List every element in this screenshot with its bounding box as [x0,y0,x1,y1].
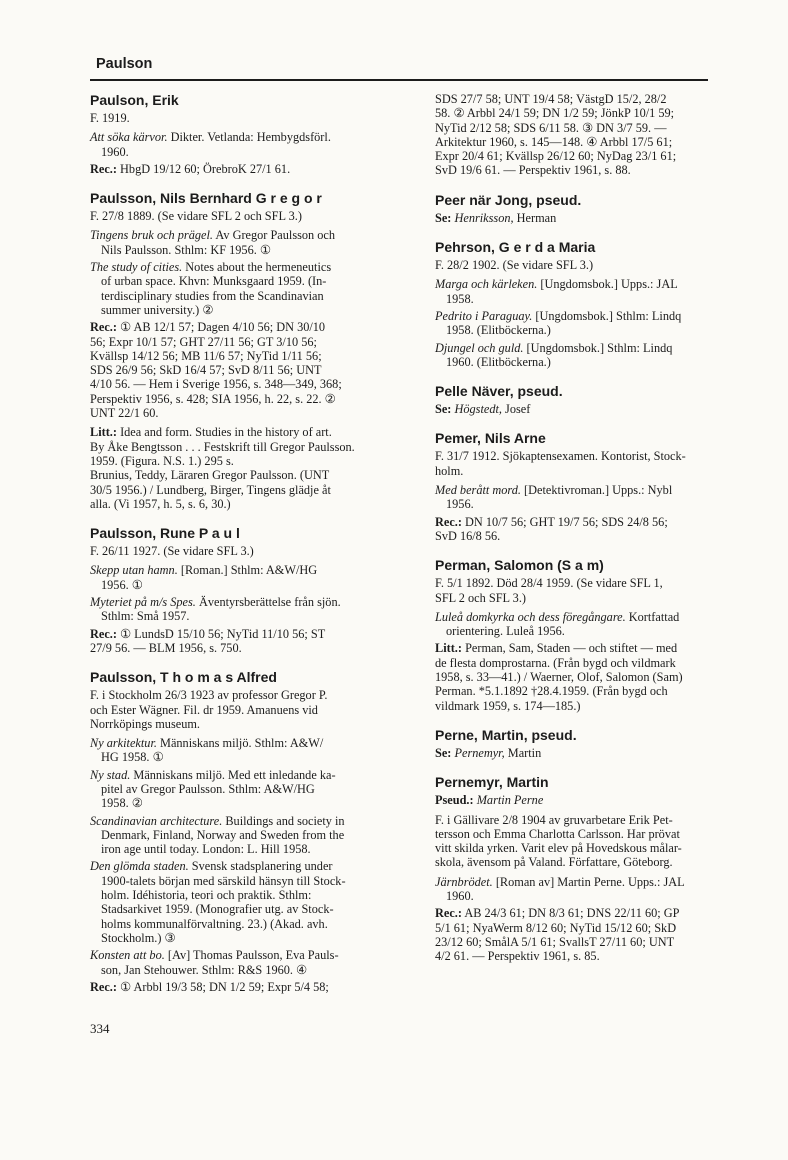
paragraph-text: AB 24/3 61; DN 8/3 61; DNS 22/11 60; GP 5/1 61; NyaWerm 8/12 60; NyTid 15/12 60; SkD 23/12 60; SmålA 5/1 61; SvallsT 27/11 60; UNT 4/2 61. — Perspektiv 1961, s. 85. [435,906,680,964]
paragraph-text: [Ungdomsbok.] Upps.: JAL 1958. [446,277,678,306]
italic-title: Ny arkitektur. [90,736,157,751]
biography-entry [435,383,755,416]
rec-paragraph [435,515,755,544]
paragraph-text: [Roman.] Sthlm: A&W/HG 1956. ① [101,563,318,592]
rec-paragraph [90,627,408,656]
field-label: Se: [435,745,452,760]
paragraph-text: Josef [505,402,531,417]
paragraph-text: F. 5/1 1892. Död 28/4 1959. (Se vidare SFL 1, SFL 2 och SFL 3.) [435,576,663,605]
italic-title: Att söka kärvor. [90,130,168,145]
work-paragraph [435,309,755,338]
entry-heading: Pemer, Nils Arne [435,430,546,447]
left-column [90,92,408,1008]
paragraph-text: [Roman av] Martin Perne. Upps.: JAL 1960. [446,874,685,903]
work-paragraph [90,859,408,945]
entry-heading: Peer när Jong, pseud. [435,191,582,208]
entry-heading: Paulson, Erik [90,92,179,108]
paragraph-text: Herman [516,210,557,225]
italic-title: Tingens bruk och prägel. [90,228,213,243]
bio-paragraph [435,813,755,870]
paragraph-text: [Detektivroman.] Upps.: Nybl 1956. [446,483,673,512]
work-paragraph [90,736,408,765]
see-paragraph [435,211,755,225]
paragraph-text: Perman, Sam, Staden — och stiftet — med de flesta domprostarna. (Från bygd och vildmark 1958, s. 33—41.) / Waerner, Olof, Salomon (Sam) Perman. *5.1.1892 †28.4.1959. (Från bygd och vildmark 1959, s. 174—185.) [435,641,683,713]
rec-paragraph [90,425,408,511]
field-label: Rec.: [90,161,117,176]
field-label: Rec.: [435,906,462,921]
entry-heading: Perman, Salomon (S a m) [435,557,604,574]
bio-paragraph [435,258,755,272]
paragraph-text: Människans miljö. Sthlm: A&W/ HG 1958. ① [101,736,324,765]
field-label: Rec.: [90,979,117,994]
running-head: Paulson [96,56,153,72]
paragraph-text: Kortfattad orientering. Luleå 1956. [446,609,680,639]
italic-title: Djungel och guld. [435,340,524,355]
biography-entry [435,430,755,543]
italic-title: Myteriet på m/s Spes. [90,595,196,610]
entry-heading: Pehrson, G e r d a Maria [435,239,596,256]
work-paragraph [90,948,408,977]
italic-title: Högstedt, [454,402,502,417]
bio-paragraph [435,576,755,605]
work-paragraph [90,130,408,159]
paragraph-text: SDS 27/7 58; UNT 19/4 58; VästgD 15/2, 28/2 58. ② Arbbl 24/1 59; DN 1/2 59; JönkP 10/1 59; NyTid 2/12 58; SDS 6/11 58. ③ DN 3/7 59. — Arkitektur 1960, s. 145—148. ④ Arbbl 17/5 61; Expr 20/4 61; Kvällsp 26/12 60; NyDag 23/1 61; SvD 19/6 61. — Perspektiv 1961, s. 88. [435,92,677,178]
paragraph-text: Människans miljö. Med ett inledande ka- pitel av Gregor Paulsson. Sthlm: A&W/HG 1958. ② [101,767,336,811]
field-label: Pseud.: [435,793,474,808]
entry-heading: Paulsson, Nils Bernhard G r e g o r [90,190,322,207]
see-paragraph [435,793,755,807]
field-label: Rec.: [90,320,117,335]
work-paragraph [90,563,408,592]
italic-title: The study of cities. [90,260,183,275]
work-paragraph [435,483,755,512]
italic-title: Konsten att bo. [90,948,165,963]
paragraph-text: Buildings and society in Denmark, Finland, Norway and Sweden from the iron age until today. London: L. Hill 1958. [101,813,345,857]
work-paragraph [435,875,755,904]
paragraph-text: DN 10/7 56; GHT 19/7 56; SDS 24/8 56; SvD 16/8 56. [435,514,668,543]
bio-paragraph [90,209,408,223]
work-paragraph [90,814,408,857]
biography-entry [435,239,755,369]
header-rule [90,79,708,81]
paragraph-text: F. 1919. [90,111,130,125]
paragraph-text: HbgD 19/12 60; ÖrebroK 27/1 61. [120,161,291,176]
right-column [435,92,755,977]
biography-entry [435,774,755,963]
italic-title: Pedrito i Paraguay. [435,308,533,323]
paragraph-text: F. i Gällivare 2/8 1904 av gruvarbetare Erik Pet- tersson och Emma Charlotta Carlsson. Har prövat vitt skilda yrken. Varit elev på Hovedskous målar- skola, ävensom på Valand. Författare, Göteborg. [435,812,682,870]
work-paragraph [435,341,755,370]
work-paragraph [90,228,408,257]
bio-paragraph [435,92,755,178]
paragraph-text: Av Gregor Paulsson och Nils Paulsson. Sthlm: KF 1956. ① [101,228,336,257]
paragraph-text: Äventyrsberättelse från sjön. Sthlm: Små 1957. [101,595,341,624]
field-label: Rec.: [90,626,117,641]
paragraph-text: [Ungdomsbok.] Sthlm: Lindq 1958. (Elitböckerna.) [446,308,682,338]
see-paragraph [435,402,755,416]
biography-entry [90,92,408,176]
paragraph-text: [Ungdomsbok.] Sthlm: Lindq 1960. (Elitböckerna.) [446,340,673,369]
biography-entry [435,557,755,713]
entry-heading: Paulsson, Rune P a u l [90,525,240,542]
biography-entry [90,190,408,511]
biography-entry [90,669,408,994]
see-paragraph [435,746,755,760]
work-paragraph [435,277,755,306]
paragraph-text: F. 31/7 1912. Sjökaptensexamen. Kontorist, Stock- holm. [435,449,686,478]
biography-entry [90,525,408,655]
page-number: 334 [90,1021,110,1036]
bio-paragraph [435,449,755,478]
paragraph-text: ① AB 12/1 57; Dagen 4/10 56; DN 30/10 56; Expr 10/1 57; GHT 27/11 56; GT 3/10 56; Kvällsp 14/12 56; MB 11/6 57; NyTid 1/11 56; SDS 26/9 56; SkD 16/4 57; SvD 8/11 56; UNT 4/10 56. — Hem i Sverige 1956, s. 348—349, 368; Perspektiv 1956, s. 428; SIA 1956, h. 22, s. 22. ② UNT 22/1 60. [90,320,342,421]
work-paragraph [90,260,408,317]
italic-title: Scandinavian architecture. [90,813,223,828]
paragraph-text: F. 28/2 1902. (Se vidare SFL 3.) [435,258,594,273]
field-label: Se: [435,210,452,225]
field-label: Se: [435,402,452,417]
biography-entry [435,92,755,178]
italic-title: Pernemyr, [454,745,505,760]
bio-paragraph [90,688,408,731]
entry-heading: Pernemyr, Martin [435,774,549,791]
work-paragraph [435,610,755,639]
paragraph-text: F. 27/8 1889. (Se vidare SFL 2 och SFL 3.) [90,209,302,224]
italic-title: Martin Perne [476,793,544,808]
field-label: Rec.: [435,514,462,529]
paragraph-text: Svensk stadsplanering under 1900-talets början med särskild hänsyn till Stock- holm. Idéhistoria, teori och praktik. Sthlm: Stadsarkivet 1959. (Monografier utg. av Stock- holms kommunalförvaltning. 23.) (Akad. avh. Stockholm.) ③ [101,859,346,945]
work-paragraph [90,768,408,811]
entry-heading: Paulsson, T h o m a s Alfred [90,669,277,686]
rec-paragraph [90,980,408,994]
italic-title: Ny stad. [90,767,131,782]
entry-heading: Perne, Martin, pseud. [435,726,577,743]
field-label: Litt.: [435,641,462,656]
rec-paragraph [90,320,408,420]
entry-heading: Pelle Näver, pseud. [435,383,563,400]
bio-paragraph [90,544,408,558]
rec-paragraph [435,641,755,712]
italic-title: Järnbrödet. [435,874,493,889]
paragraph-text: ① Arbbl 19/3 58; DN 1/2 59; Expr 5/4 58; [120,979,329,994]
paragraph-text: Notes about the hermeneutics of urban space. Khvn: Munksgaard 1959. (In- terdisciplinary studies from the Scandinavian summer university.) ② [101,260,332,317]
biography-entry [435,192,755,225]
italic-title: Henriksson, [454,210,514,225]
italic-title: Luleå domkyrka och dess föregångare. [435,609,626,624]
biography-entry [435,727,755,760]
rec-paragraph [90,162,408,176]
italic-title: Med berått mord. [435,483,521,498]
paragraph-text: Dikter. Vetlanda: Hembygdsförl. 1960. [101,130,331,159]
paragraph-text: F. 26/11 1927. (Se vidare SFL 3.) [90,544,254,559]
italic-title: Marga och kärleken. [435,277,538,292]
italic-title: Skepp utan hamn. [90,563,178,578]
rec-paragraph [435,906,755,963]
paragraph-text: Idea and form. Studies in the history of art. By Åke Bengtsson . . . Festskrift till Gregor Paulsson. 1959. (Figura. N.S. 1.) 295 s. Brunius, Teddy, Läraren Gregor Paulsson. (UNT 30/5 1956.) / Lundberg, Birger, Tingens glädje åt alla. (Vi 1957, h. 5, s. 6, 30.) [90,425,355,511]
paragraph-text: Martin [507,745,542,760]
paragraph-text: ① LundsD 15/10 56; NyTid 11/10 56; ST 27/9 56. — BLM 1956, s. 750. [90,626,326,655]
work-paragraph [90,595,408,624]
paragraph-text: [Av] Thomas Paulsson, Eva Pauls- son, Jan Stehouwer. Sthlm: R&S 1960. ④ [101,948,339,977]
bio-paragraph [90,111,408,125]
italic-title: Den glömda staden. [90,859,189,874]
field-label: Litt.: [90,425,117,440]
paragraph-text: F. i Stockholm 26/3 1923 av professor Gregor P. och Ester Wägner. Fil. dr 1959. Amanuens vid Norrköpings museum. [90,688,328,731]
